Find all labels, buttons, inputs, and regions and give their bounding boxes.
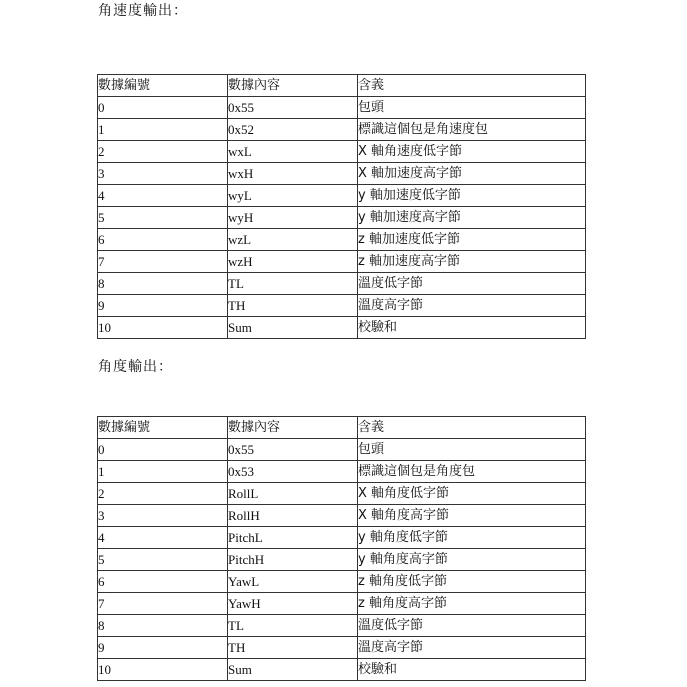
angular-velocity-output-heading: 角速度輸出： bbox=[98, 3, 188, 19]
meaning-cell: 溫度高字節 bbox=[358, 637, 586, 659]
table-row bbox=[98, 483, 586, 505]
meaning-cell: z 軸角度低字節 bbox=[358, 571, 586, 593]
data-content-cell: RollL bbox=[228, 483, 358, 505]
angular-velocity-table-body bbox=[98, 75, 586, 339]
header-meaning: 含義 bbox=[358, 75, 586, 97]
data-number-cell: 5 bbox=[98, 207, 228, 229]
table-row bbox=[98, 119, 586, 141]
table-row bbox=[98, 549, 586, 571]
data-number-cell: 6 bbox=[98, 571, 228, 593]
meaning-cell: z 軸角度高字節 bbox=[358, 593, 586, 615]
meaning-cell: 溫度低字節 bbox=[358, 615, 586, 637]
data-content-cell: RollH bbox=[228, 505, 358, 527]
data-content-cell: YawH bbox=[228, 593, 358, 615]
data-content-cell: YawL bbox=[228, 571, 358, 593]
table-row bbox=[98, 273, 586, 295]
data-number-cell: 2 bbox=[98, 483, 228, 505]
meaning-cell: 溫度高字節 bbox=[358, 295, 586, 317]
data-number-cell: 9 bbox=[98, 295, 228, 317]
table-row bbox=[98, 229, 586, 251]
table-row bbox=[98, 163, 586, 185]
header-data-content: 數據內容 bbox=[228, 417, 358, 439]
meaning-cell: y 軸加速度低字節 bbox=[358, 185, 586, 207]
data-content-cell: TL bbox=[228, 615, 358, 637]
angle-table bbox=[97, 416, 586, 681]
table-row bbox=[98, 439, 586, 461]
meaning-cell: X 軸角度高字節 bbox=[358, 505, 586, 527]
table-row bbox=[98, 659, 586, 681]
data-number-cell: 7 bbox=[98, 251, 228, 273]
meaning-cell: 溫度低字節 bbox=[358, 273, 586, 295]
data-number-cell: 6 bbox=[98, 229, 228, 251]
data-number-cell: 2 bbox=[98, 141, 228, 163]
data-content-cell: TH bbox=[228, 637, 358, 659]
header-meaning: 含義 bbox=[358, 417, 586, 439]
table-row bbox=[98, 295, 586, 317]
header-data-number: 數據編號 bbox=[98, 75, 228, 97]
data-number-cell: 1 bbox=[98, 461, 228, 483]
meaning-cell: 包頭 bbox=[358, 439, 586, 461]
data-number-cell: 3 bbox=[98, 505, 228, 527]
data-content-cell: TH bbox=[228, 295, 358, 317]
table-row bbox=[98, 251, 586, 273]
table-row bbox=[98, 317, 586, 339]
angle-output-heading: 角度輸出： bbox=[98, 359, 173, 375]
data-content-cell: wzH bbox=[228, 251, 358, 273]
data-content-cell: TL bbox=[228, 273, 358, 295]
data-content-cell: Sum bbox=[228, 317, 358, 339]
data-content-cell: wyH bbox=[228, 207, 358, 229]
data-content-cell: 0x55 bbox=[228, 97, 358, 119]
table-row bbox=[98, 527, 586, 549]
meaning-cell: z 軸加速度低字節 bbox=[358, 229, 586, 251]
data-number-cell: 8 bbox=[98, 273, 228, 295]
data-content-cell: wyL bbox=[228, 185, 358, 207]
meaning-cell: 標識這個包是角速度包 bbox=[358, 119, 586, 141]
data-content-cell: wzL bbox=[228, 229, 358, 251]
data-content-cell: PitchH bbox=[228, 549, 358, 571]
data-number-cell: 0 bbox=[98, 439, 228, 461]
meaning-cell: 校驗和 bbox=[358, 317, 586, 339]
meaning-cell: z 軸加速度高字節 bbox=[358, 251, 586, 273]
data-number-cell: 5 bbox=[98, 549, 228, 571]
data-content-cell: Sum bbox=[228, 659, 358, 681]
data-number-cell: 3 bbox=[98, 163, 228, 185]
table-row bbox=[98, 593, 586, 615]
meaning-cell: 包頭 bbox=[358, 97, 586, 119]
data-content-cell: 0x55 bbox=[228, 439, 358, 461]
table-row bbox=[98, 637, 586, 659]
data-number-cell: 10 bbox=[98, 659, 228, 681]
meaning-cell: X 軸角速度低字節 bbox=[358, 141, 586, 163]
meaning-cell: 標識這個包是角度包 bbox=[358, 461, 586, 483]
data-number-cell: 7 bbox=[98, 593, 228, 615]
meaning-cell: X 軸角度低字節 bbox=[358, 483, 586, 505]
data-content-cell: wxH bbox=[228, 163, 358, 185]
table-header-row bbox=[98, 75, 586, 97]
table-row bbox=[98, 141, 586, 163]
header-data-content: 數據內容 bbox=[228, 75, 358, 97]
table-row bbox=[98, 97, 586, 119]
data-content-cell: PitchL bbox=[228, 527, 358, 549]
data-content-cell: 0x53 bbox=[228, 461, 358, 483]
table-row bbox=[98, 185, 586, 207]
meaning-cell: y 軸角度低字節 bbox=[358, 527, 586, 549]
angular-velocity-table bbox=[97, 74, 586, 339]
data-number-cell: 1 bbox=[98, 119, 228, 141]
data-number-cell: 4 bbox=[98, 527, 228, 549]
table-row bbox=[98, 207, 586, 229]
table-row bbox=[98, 615, 586, 637]
table-row bbox=[98, 505, 586, 527]
data-content-cell: wxL bbox=[228, 141, 358, 163]
data-number-cell: 8 bbox=[98, 615, 228, 637]
data-number-cell: 10 bbox=[98, 317, 228, 339]
data-number-cell: 0 bbox=[98, 97, 228, 119]
data-content-cell: 0x52 bbox=[228, 119, 358, 141]
header-data-number: 數據編號 bbox=[98, 417, 228, 439]
meaning-cell: y 軸角度高字節 bbox=[358, 549, 586, 571]
table-row bbox=[98, 461, 586, 483]
data-number-cell: 9 bbox=[98, 637, 228, 659]
meaning-cell: y 軸加速度高字節 bbox=[358, 207, 586, 229]
table-header-row bbox=[98, 417, 586, 439]
angle-table-body bbox=[98, 417, 586, 681]
data-number-cell: 4 bbox=[98, 185, 228, 207]
meaning-cell: 校驗和 bbox=[358, 659, 586, 681]
meaning-cell: X 軸加速度高字節 bbox=[358, 163, 586, 185]
table-row bbox=[98, 571, 586, 593]
